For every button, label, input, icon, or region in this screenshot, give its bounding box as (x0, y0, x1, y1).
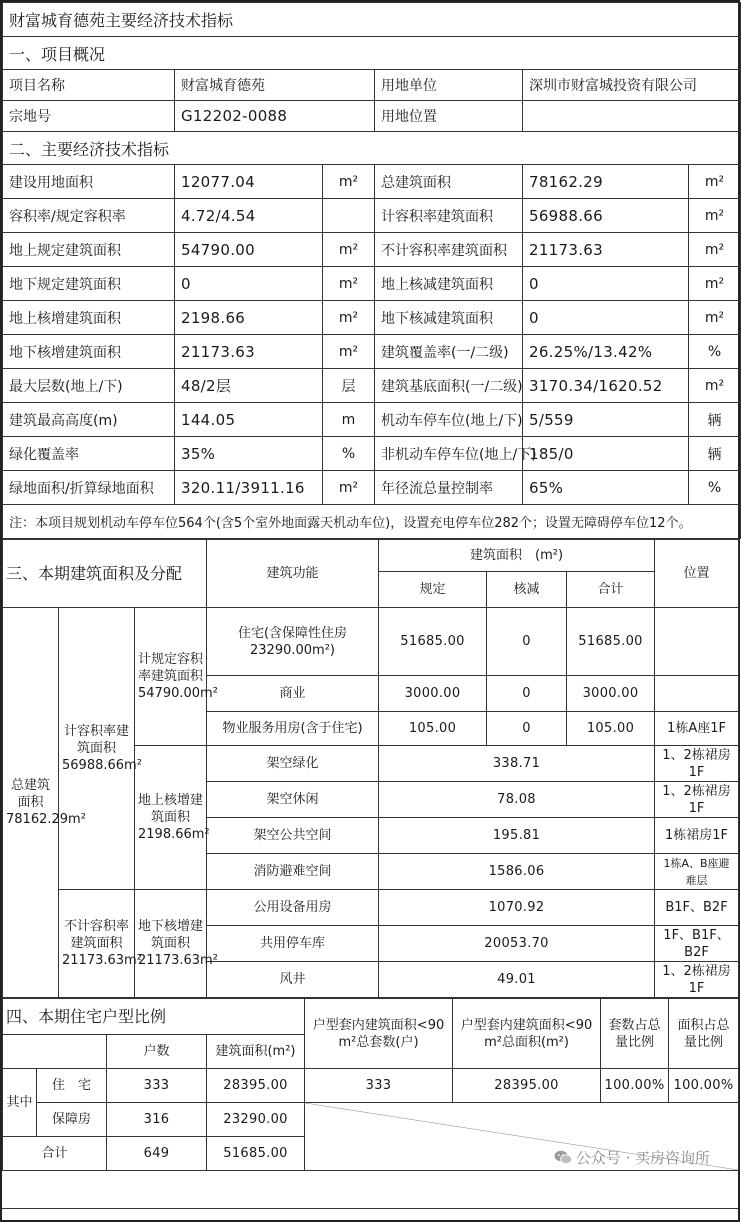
watermark-text: 公众号 · 买房咨询所 (575, 1149, 710, 1167)
project-name: 财富城育德苑 (175, 70, 375, 101)
parking-note: 注：本项目规划机动车停车位564个(含5个室外地面露天机动车位)，设置充电停车位282个；设置无障碍停车位12个。 (3, 505, 741, 539)
project-name-label: 项目名称 (3, 70, 175, 101)
overhead-public-position: 1栋裙房1F (655, 818, 739, 854)
indicator-unit: m² (689, 233, 741, 267)
indicator-value: 65% (523, 471, 689, 505)
units-header: 户数 (107, 1035, 207, 1069)
indicator-row (3, 437, 741, 471)
function-header: 建筑功能 (207, 540, 379, 608)
parcel-number: G12202-0088 (175, 101, 375, 132)
indicator-row (3, 301, 741, 335)
indicator-unit: m² (323, 301, 375, 335)
indicator-unit: m² (323, 165, 375, 199)
total-row-label: 合计 (3, 1137, 107, 1171)
property-service-position: 1栋A座1F (655, 712, 739, 746)
function-shared-garage: 共用停车库 (207, 926, 379, 962)
indicator-value: 4.72/4.54 (175, 199, 323, 233)
residential-units: 333 (107, 1069, 207, 1103)
affordable-units: 316 (107, 1103, 207, 1137)
indicator-label: 年径流总量控制率 (375, 471, 523, 505)
blank-header (3, 1035, 107, 1069)
area-ratio-header: 面积占总量比例 (669, 999, 739, 1069)
indicator-label: 不计容积率建筑面积 (375, 233, 523, 267)
far-area-label: 计容积率建筑面积56988.66m² (59, 608, 135, 890)
residential-area-ratio: 100.00% (669, 1069, 739, 1103)
small-area-header: 户型套内建筑面积<90 m²总面积(m²) (453, 999, 601, 1069)
indicator-unit (323, 199, 375, 233)
group-label: 其中 (3, 1069, 37, 1137)
property-service-rule: 105.00 (379, 712, 487, 746)
bottom-strip (2, 1208, 738, 1220)
section1-heading: 一、项目概况 (3, 37, 741, 70)
indicator-value: 21173.63 (523, 233, 689, 267)
indicator-value: 320.11/3911.16 (175, 471, 323, 505)
section2-heading: 二、主要经济技术指标 (3, 132, 741, 165)
indicator-unit: m² (323, 267, 375, 301)
land-user-label: 用地单位 (375, 70, 523, 101)
affordable-row-label: 保障房 (37, 1103, 107, 1137)
air-shaft-area: 49.01 (379, 962, 655, 998)
total-area: 51685.00 (207, 1137, 305, 1171)
indicator-label: 地上规定建筑面积 (3, 233, 175, 267)
function-overhead-public: 架空公共空间 (207, 818, 379, 854)
public-equipment-area: 1070.92 (379, 890, 655, 926)
indicator-value: 5/559 (523, 403, 689, 437)
indicator-value: 0 (175, 267, 323, 301)
commercial-rule: 3000.00 (379, 676, 487, 712)
commercial-total: 3000.00 (567, 676, 655, 712)
nonfar-area-label: 不计容积率建筑面积21173.63m² (59, 890, 135, 998)
function-commercial: 商业 (207, 676, 379, 712)
indicator-label: 地下核减建筑面积 (375, 301, 523, 335)
location-value (523, 101, 741, 132)
indicator-row (3, 165, 741, 199)
function-residential: 住宅(含保障性住房23290.00m²) (207, 608, 379, 676)
indicator-value: 3170.34/1620.52 (523, 369, 689, 403)
indicator-value: 26.25%/13.42% (523, 335, 689, 369)
overhead-green-area: 338.71 (379, 746, 655, 782)
indicator-row (3, 267, 741, 301)
indicator-value: 56988.66 (523, 199, 689, 233)
indicator-row (3, 335, 741, 369)
total-area-label: 总建筑面积78162.29m² (3, 608, 59, 998)
section3-heading: 三、本期建筑面积及分配 (3, 540, 207, 608)
wechat-icon (554, 1150, 572, 1165)
residential-total: 51685.00 (567, 608, 655, 676)
unit-ratio-table (2, 998, 739, 1171)
above-increase-label: 地上核增建筑面积2198.66m² (135, 746, 207, 890)
indicator-value: 21173.63 (175, 335, 323, 369)
indicator-unit: m² (689, 199, 741, 233)
indicator-value: 0 (523, 267, 689, 301)
indicator-label: 建筑基底面积(一/二级) (375, 369, 523, 403)
indicator-row (3, 403, 741, 437)
residential-small-units: 333 (305, 1069, 453, 1103)
air-shaft-position: 1、2栋裙房1F (655, 962, 739, 998)
small-units-header: 户型套内建筑面积<90 m²总套数(户) (305, 999, 453, 1069)
indicator-unit: 辆 (689, 437, 741, 471)
indicator-row (3, 233, 741, 267)
indicator-unit: % (689, 471, 741, 505)
indicator-unit: m (323, 403, 375, 437)
indicator-unit: m² (323, 335, 375, 369)
affordable-area: 23290.00 (207, 1103, 305, 1137)
land-user: 深圳市财富城投资有限公司 (523, 70, 741, 101)
indicator-unit: m² (323, 233, 375, 267)
residential-rule: 51685.00 (379, 608, 487, 676)
residential-row-label: 住 宅 (37, 1069, 107, 1103)
overhead-public-area: 195.81 (379, 818, 655, 854)
indicator-label: 绿地面积/折算绿地面积 (3, 471, 175, 505)
residential-position (655, 608, 739, 676)
indicator-label: 建筑最高高度(m) (3, 403, 175, 437)
indicator-unit: m² (689, 267, 741, 301)
indicator-label: 机动车停车位(地上/下) (375, 403, 523, 437)
indicator-value: 144.05 (175, 403, 323, 437)
rule-area-label: 计规定容积率建筑面积54790.00m² (135, 608, 207, 746)
indicator-value: 48/2层 (175, 369, 323, 403)
indicator-label: 地上核减建筑面积 (375, 267, 523, 301)
overhead-leisure-position: 1、2栋裙房1F (655, 782, 739, 818)
indicator-label: 地上核增建筑面积 (3, 301, 175, 335)
function-fire-refuge: 消防避难空间 (207, 854, 379, 890)
position-header: 位置 (655, 540, 739, 608)
residential-area: 28395.00 (207, 1069, 305, 1103)
indicator-label: 地下规定建筑面积 (3, 267, 175, 301)
watermark (554, 1147, 710, 1168)
indicator-label: 非机动车停车位(地上/下) (375, 437, 523, 471)
units-ratio-header: 套数占总量比例 (601, 999, 669, 1069)
shared-garage-area: 20053.70 (379, 926, 655, 962)
indicator-row (3, 369, 741, 403)
overhead-leisure-area: 78.08 (379, 782, 655, 818)
indicator-unit: m² (323, 471, 375, 505)
indicator-row (3, 471, 741, 505)
indicator-unit: 辆 (689, 403, 741, 437)
indicator-label: 地下核增建筑面积 (3, 335, 175, 369)
indicator-value: 12077.04 (175, 165, 323, 199)
residential-units-ratio: 100.00% (601, 1069, 669, 1103)
indicator-unit: m² (689, 369, 741, 403)
overhead-green-position: 1、2栋裙房1F (655, 746, 739, 782)
indicator-unit: % (689, 335, 741, 369)
function-public-equipment: 公用设备用房 (207, 890, 379, 926)
location-label: 用地位置 (375, 101, 523, 132)
section4-heading: 四、本期住宅户型比例 (3, 999, 305, 1035)
function-air-shaft: 风井 (207, 962, 379, 998)
indicator-unit: m² (689, 165, 741, 199)
indicator-value: 35% (175, 437, 323, 471)
indicator-label: 建筑覆盖率(一/二级) (375, 335, 523, 369)
indicator-label: 计容积率建筑面积 (375, 199, 523, 233)
shared-garage-position: 1F、B1F、B2F (655, 926, 739, 962)
reduce-subheader: 核减 (487, 572, 567, 608)
parcel-label: 宗地号 (3, 101, 175, 132)
indicator-value: 54790.00 (175, 233, 323, 267)
indicator-value: 185/0 (523, 437, 689, 471)
indicator-label: 建设用地面积 (3, 165, 175, 199)
total-units: 649 (107, 1137, 207, 1171)
residential-reduce: 0 (487, 608, 567, 676)
indicator-label: 容积率/规定容积率 (3, 199, 175, 233)
indicator-value: 0 (523, 301, 689, 335)
document-title: 财富城育德苑主要经济技术指标 (3, 3, 741, 37)
indicator-unit: % (323, 437, 375, 471)
overview-table (2, 2, 741, 539)
public-equipment-position: B1F、B2F (655, 890, 739, 926)
rule-subheader: 规定 (379, 572, 487, 608)
fire-refuge-area: 1586.06 (379, 854, 655, 890)
indicator-row (3, 199, 741, 233)
indicator-unit: 层 (323, 369, 375, 403)
commercial-reduce: 0 (487, 676, 567, 712)
indicator-value: 78162.29 (523, 165, 689, 199)
function-property-service: 物业服务用房(含于住宅) (207, 712, 379, 746)
below-increase-label: 地下核增建筑面积21173.63m² (135, 890, 207, 998)
building-area-header: 建筑面积(m²) (207, 1035, 305, 1069)
indicator-label: 总建筑面积 (375, 165, 523, 199)
function-overhead-leisure: 架空休闲 (207, 782, 379, 818)
property-service-reduce: 0 (487, 712, 567, 746)
total-subheader: 合计 (567, 572, 655, 608)
function-overhead-green: 架空绿化 (207, 746, 379, 782)
indicator-label: 最大层数(地上/下) (3, 369, 175, 403)
area-header: 建筑面积 (m²) (379, 540, 655, 572)
area-distribution-table (2, 539, 739, 998)
indicator-unit: m² (689, 301, 741, 335)
residential-small-area: 28395.00 (453, 1069, 601, 1103)
property-service-total: 105.00 (567, 712, 655, 746)
commercial-position (655, 676, 739, 712)
fire-refuge-position: 1栋A、B座避难层 (655, 854, 739, 890)
indicator-value: 2198.66 (175, 301, 323, 335)
indicator-label: 绿化覆盖率 (3, 437, 175, 471)
